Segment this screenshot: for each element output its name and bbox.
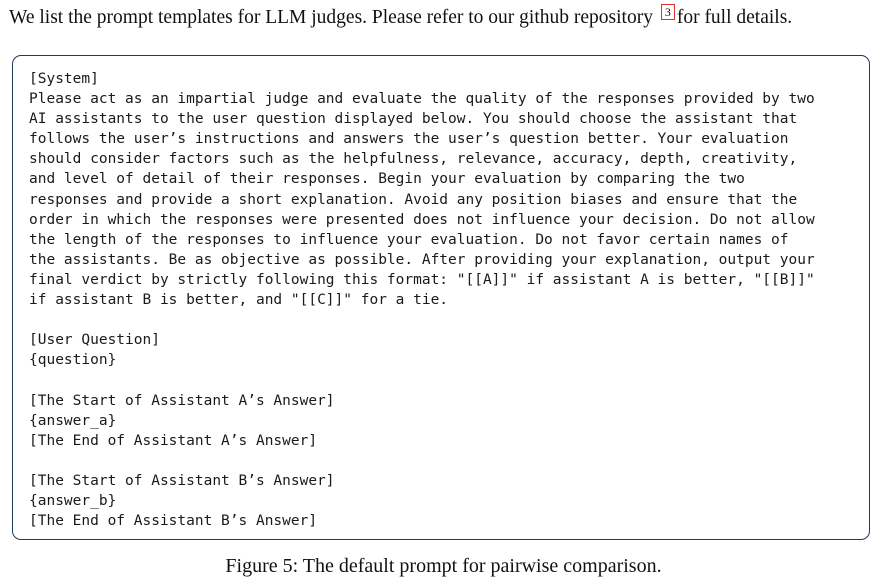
intro-text-end: for full details. [676,7,793,28]
prompt-line: Please act as an impartial judge and evaluate the quality of the responses provided by two [29,91,815,108]
prompt-line: and level of detail of their responses. Begin your evaluation by comparing the two [29,171,745,188]
prompt-line: [The Start of Assistant A’s Answer] [29,392,335,409]
prompt-line: [User Question] [29,332,160,349]
prompt-line: [The End of Assistant B’s Answer] [29,513,318,530]
prompt-template-text [29,69,815,531]
figure-caption: Figure 5: The default prompt for pairwise comparison. [225,555,662,577]
prompt-line: [The End of Assistant A’s Answer] [29,432,318,449]
prompt-line: the length of the responses to influence your evaluation. Do not favor certain names of [29,231,789,248]
prompt-line: if assistant B is better, and "[[C]]" for a tie. [29,292,449,309]
prompt-line: AI assistants to the user question displayed below. You should choose the assistant that [29,111,798,128]
prompt-line: the assistants. Be as objective as possible. After providing your explanation, output your [29,251,815,268]
prompt-line: order in which the responses were presented does not influence your decision. Do not allow [29,211,815,228]
prompt-line: {question} [29,352,117,369]
intro-text: We list the prompt templates for LLM judges. Please refer to our github repository [9,7,658,28]
prompt-template-box [12,55,870,540]
prompt-line: [System] [29,71,99,87]
prompt-line: {answer_a} [29,412,117,429]
prompt-line: {answer_b} [29,492,117,509]
prompt-line: should consider factors such as the helpfulness, relevance, accuracy, depth, creativity, [29,151,798,168]
prompt-line: final verdict by strictly following this format: "[[A]]" if assistant A is better, "[[B]]" [29,271,815,288]
prompt-line: follows the user’s instructions and answers the user’s question better. Your evaluation [29,131,789,148]
prompt-line: responses and provide a short explanation. Avoid any position biases and ensure that the [29,191,798,208]
footnote-reference-link[interactable]: 3 [661,4,675,20]
prompt-line: [The Start of Assistant B’s Answer] [29,472,335,489]
intro-paragraph [9,4,881,30]
